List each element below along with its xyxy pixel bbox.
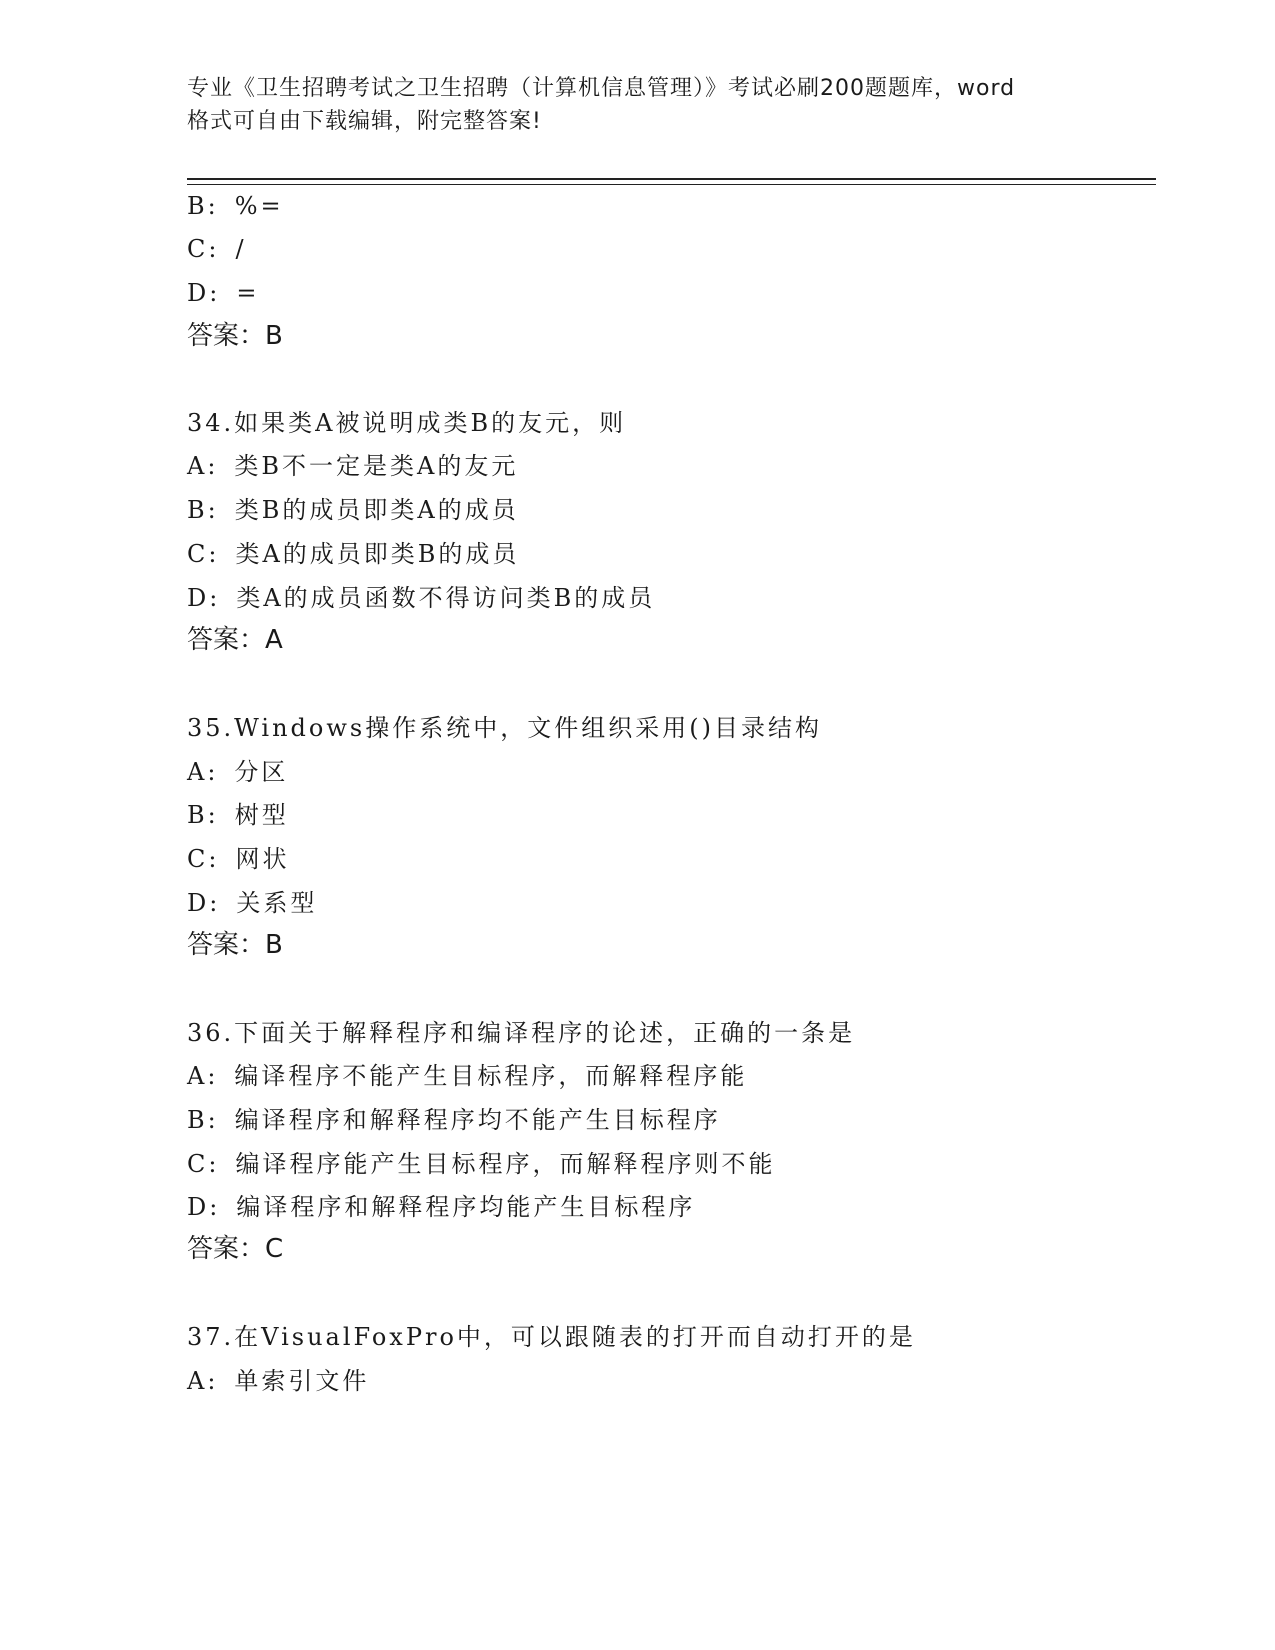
header-line-1: 专业《卫生招聘考试之卫生招聘（计算机信息管理）》考试必刷200题题库，word — [187, 76, 1016, 101]
q33-option-c — [187, 234, 247, 264]
q36-answer: 答案：C — [187, 1234, 284, 1264]
option-text: 网状 — [235, 845, 290, 873]
option-prefix: C: — [187, 540, 220, 568]
option-prefix: A: — [187, 758, 219, 786]
option-prefix: B: — [187, 801, 219, 829]
q34-stem: 34.如果类A被说明成类B的友元，则 — [187, 409, 627, 437]
q34-option-d — [187, 583, 655, 613]
option-prefix: C: — [187, 1150, 220, 1178]
option-prefix: D: — [187, 1193, 221, 1221]
option-text: 类B的成员即类A的成员 — [234, 496, 519, 524]
q36-option-c — [187, 1149, 775, 1179]
option-text: 编译程序不能产生目标程序，而解释程序能 — [234, 1062, 748, 1090]
q34-answer: 答案：A — [187, 625, 283, 655]
q35-option-d — [187, 888, 317, 918]
option-prefix: A: — [187, 1062, 219, 1090]
option-text: %= — [234, 192, 284, 220]
q35-option-c — [187, 844, 289, 874]
header-divider-thin — [187, 184, 1156, 185]
option-prefix: B: — [187, 496, 219, 524]
q33-answer: 答案：B — [187, 321, 283, 351]
option-prefix: A: — [187, 1367, 219, 1395]
option-prefix: C: — [187, 235, 220, 263]
option-text: 单索引文件 — [234, 1367, 370, 1395]
header-line-2: 格式可自由下载编辑，附完整答案! — [187, 109, 542, 134]
option-text: 编译程序能产生目标程序，而解释程序则不能 — [235, 1150, 776, 1178]
option-text: 分区 — [234, 758, 289, 786]
option-text: 类A的成员函数不得访问类B的成员 — [236, 584, 656, 612]
option-text: = — [236, 279, 260, 307]
q37-stem: 37.在VisualFoxPro中，可以跟随表的打开而自动打开的是 — [187, 1323, 916, 1351]
q37-option-a — [187, 1366, 369, 1396]
q35-option-a — [187, 757, 288, 787]
option-prefix: A: — [187, 452, 219, 480]
option-text: 类B不一定是类A的友元 — [234, 452, 519, 480]
option-prefix: B: — [187, 1106, 219, 1134]
option-text: / — [235, 235, 247, 263]
option-prefix: C: — [187, 845, 220, 873]
q33-option-b — [187, 191, 284, 221]
option-prefix: D: — [187, 279, 221, 307]
option-text: 编译程序和解释程序均能产生目标程序 — [236, 1193, 696, 1221]
option-text: 树型 — [234, 801, 289, 829]
q36-option-d — [187, 1192, 695, 1222]
q35-answer: 答案：B — [187, 930, 283, 960]
option-prefix: D: — [187, 889, 221, 917]
q36-option-a — [187, 1061, 747, 1091]
q33-option-d — [187, 278, 259, 308]
q34-option-a — [187, 451, 518, 481]
q35-stem: 35.Windows操作系统中，文件组织采用()目录结构 — [187, 714, 822, 742]
q36-option-b — [187, 1105, 721, 1135]
option-text: 编译程序和解释程序均不能产生目标程序 — [234, 1106, 721, 1134]
q36-stem: 36.下面关于解释程序和编译程序的论述，正确的一条是 — [187, 1019, 856, 1047]
q35-option-b — [187, 800, 289, 830]
option-prefix: B: — [187, 192, 219, 220]
header-divider-thick — [187, 178, 1156, 180]
option-text: 类A的成员即类B的成员 — [235, 540, 520, 568]
option-prefix: D: — [187, 584, 221, 612]
q34-option-c — [187, 539, 519, 569]
option-text: 关系型 — [236, 889, 318, 917]
q34-option-b — [187, 495, 519, 525]
document-header — [187, 72, 1087, 138]
